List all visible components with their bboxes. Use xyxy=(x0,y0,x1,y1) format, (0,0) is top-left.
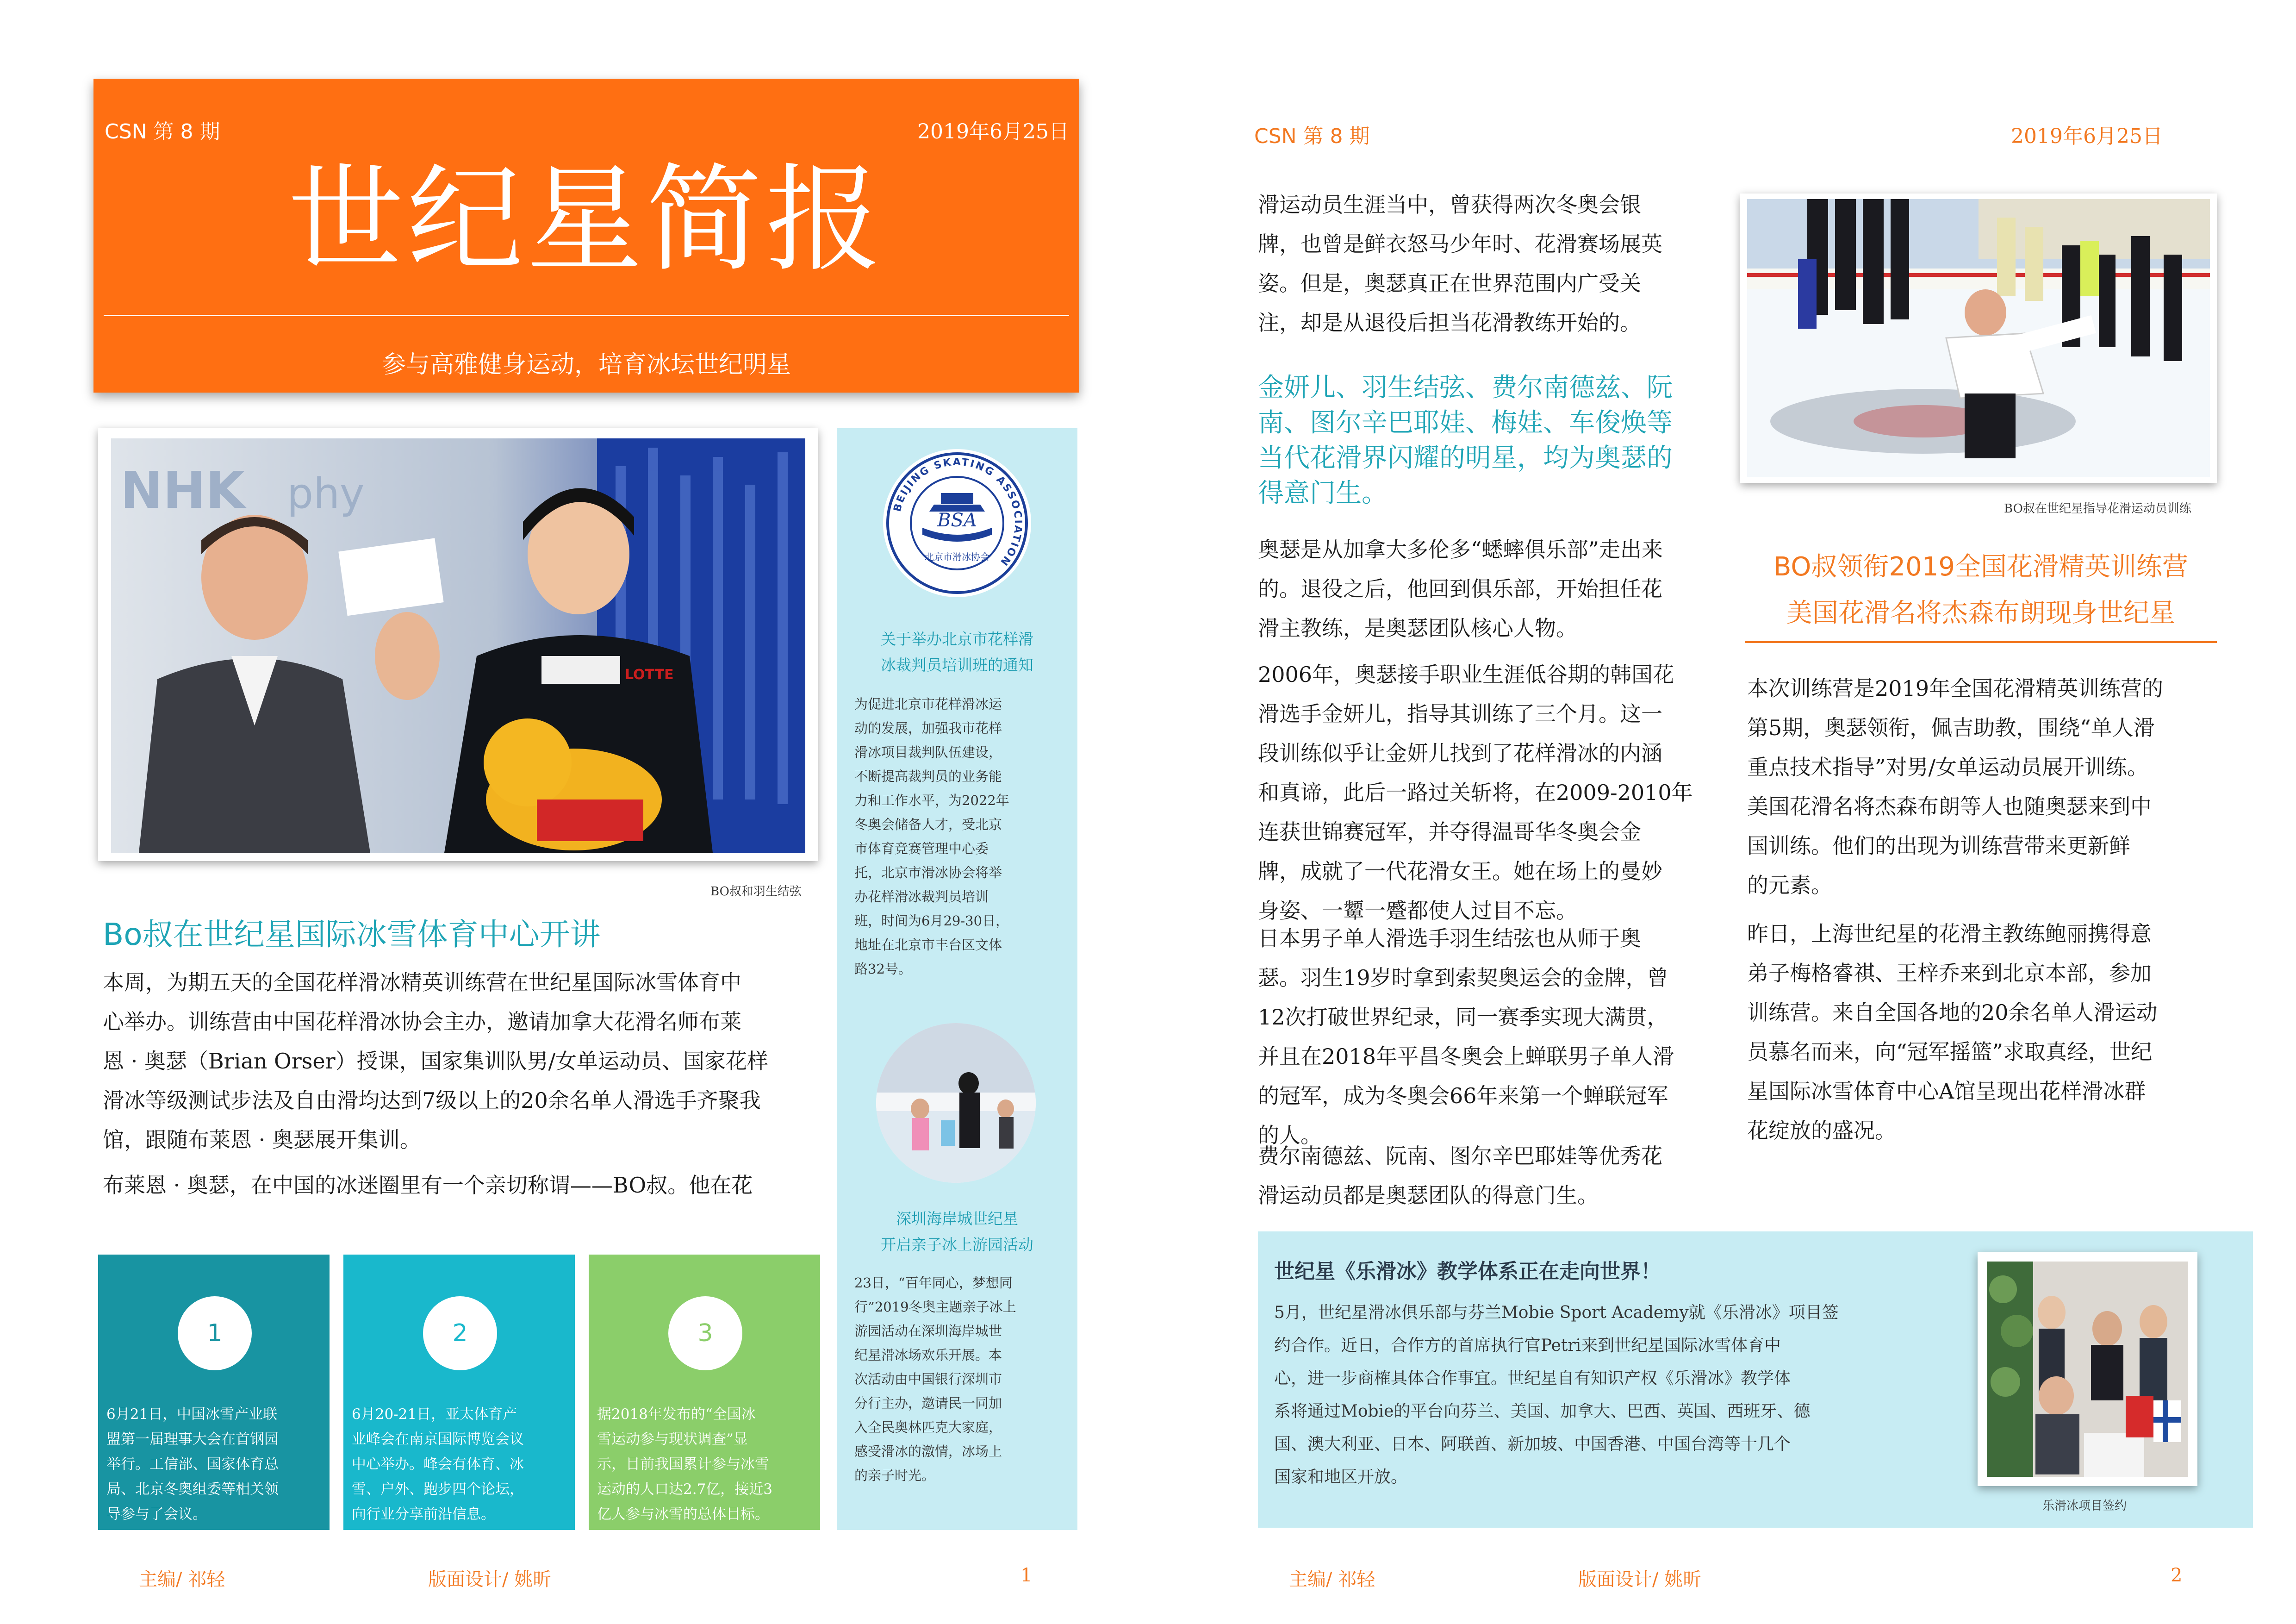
article-heading: Bo叔在世纪星国际冰雪体育中心开讲 xyxy=(103,917,601,952)
text-line: 雪、户外、跑步四个论坛， xyxy=(352,1481,524,1498)
text-line: 亿人参与冰雪的总体目标。 xyxy=(597,1506,769,1523)
text-line: 南、图尔辛巴耶娃、梅娃、车俊焕等 xyxy=(1258,408,1673,438)
text-line: 恩 · 奥瑟（Brian Orser）授课，国家集训队男/女单运动员、国家花样 xyxy=(103,1049,769,1074)
training-photo xyxy=(1747,199,2210,477)
text-line: 分行主办，邀请民一同加 xyxy=(854,1395,1002,1411)
text-line: 牌，成就了一代花滑女王。她在场上的曼妙 xyxy=(1258,859,1662,884)
svg-text:phy: phy xyxy=(287,469,365,518)
text-line: 动的发展，加强我市花样 xyxy=(854,720,1002,736)
numbered-box-text xyxy=(597,1402,812,1527)
training-photo-frame xyxy=(1740,194,2217,483)
text-line: 美国花滑名将杰森布朗等人也随奥瑟来到中 xyxy=(1747,794,2152,819)
text-line: 市体育竞赛管理中心委 xyxy=(854,841,989,856)
text-line: 滑运动员都是奥瑟团队的得意门生。 xyxy=(1258,1183,1599,1208)
footer-editor-p2: 主编/ 祁轻 xyxy=(1289,1569,1375,1590)
text-line: 本周，为期五天的全国花样滑冰精英训练营在世纪星国际冰雪体育中 xyxy=(103,970,741,995)
article-heading-2 xyxy=(1745,544,2217,637)
text-line: 举行。工信部、国家体育总 xyxy=(106,1456,279,1473)
text-line: 5月，世纪星滑冰俱乐部与芬兰Mobie Sport Academy就《乐滑冰》项目签 xyxy=(1274,1303,1839,1322)
text-line: 昨日，上海世纪星的花滑主教练鲍丽携得意 xyxy=(1747,921,2152,946)
ice-rink-photo xyxy=(876,1023,1036,1183)
text-line: 美国花滑名将杰森布朗现身世纪星 xyxy=(1786,598,2175,628)
text-line: 的元素。 xyxy=(1747,873,1832,898)
text-line: 6月20-21日，亚太体育产 xyxy=(352,1406,517,1423)
event-body xyxy=(854,1271,1067,1487)
text-line: 据2018年发布的“全国冰 xyxy=(597,1406,756,1423)
text-line: 并且在2018年平昌冬奥会上蝉联男子单人滑 xyxy=(1258,1044,1674,1069)
bsa-logo xyxy=(881,447,1033,600)
text-line: 得意门生。 xyxy=(1258,478,1388,508)
text-line: 行”2019冬奥主题亲子冰上 xyxy=(854,1299,1016,1315)
text-line: 入全民奥林匹克大家庭， xyxy=(854,1419,1002,1435)
text-line: 的冠军，成为冬奥会66年来第一个蝉联冠军 xyxy=(1258,1083,1668,1108)
text-line: 滑运动员生涯当中，曾获得两次冬奥会银 xyxy=(1258,192,1641,217)
issue-date-p2: 2019年6月25日 xyxy=(2011,125,2163,148)
numbered-box-1 xyxy=(98,1255,330,1530)
text-line: 身姿、一颦一蹙都使人过目不忘。 xyxy=(1258,898,1577,923)
text-line: 约合作。近日，合作方的首席执行官Petri来到世纪星国际冰雪体育中 xyxy=(1274,1336,1781,1355)
text-line: 滑冰项目裁判队伍建设， xyxy=(854,744,1002,760)
signing-photo-caption: 乐滑冰项目签约 xyxy=(2042,1499,2127,1513)
article-body-1 xyxy=(103,963,825,1160)
text-line: 关于举办北京市花样滑 xyxy=(881,630,1033,648)
text-line: 6月21日，中国冰雪产业联 xyxy=(106,1406,278,1423)
svg-text:LOTTE: LOTTE xyxy=(625,667,674,683)
text-line: 纪星滑冰场欢乐开展。本 xyxy=(854,1347,1002,1363)
footer-editor: 主编/ 祁轻 xyxy=(139,1569,225,1590)
p2-para-4 xyxy=(1258,919,1721,1155)
masthead xyxy=(93,79,1079,393)
p2-para-3 xyxy=(1258,655,1721,931)
text-line: 训练营。来自全国各地的20余名单人滑运动 xyxy=(1747,1000,2158,1025)
text-line: 国训练。他们的出现为训练营带来更新鲜 xyxy=(1747,833,2130,858)
text-line: 心举办。训练营由中国花样滑冰协会主办，邀请加拿大花滑名师布莱 xyxy=(103,1009,741,1034)
main-photo-caption: BO叔和羽生结弦 xyxy=(710,885,802,899)
text-line: 系将通过Mobie的平台向芬兰、美国、加拿大、巴西、英国、西班牙、德 xyxy=(1274,1402,1811,1421)
text-line: 示，目前我国累计参与冰雪 xyxy=(597,1456,769,1473)
issue-number-p2: CSN 第 8 期 xyxy=(1254,125,1370,148)
text-line: BO叔领衔2019全国花滑精英训练营 xyxy=(1773,552,2189,582)
text-line: 国家和地区开放。 xyxy=(1274,1468,1408,1487)
text-line: 盟第一届理事大会在首钢园 xyxy=(106,1431,279,1448)
p2-para-2 xyxy=(1258,530,1721,648)
text-line: 雪运动参与现状调查”显 xyxy=(597,1431,748,1448)
text-line: 地址在北京市丰台区文体 xyxy=(854,937,1002,953)
numbered-box-2 xyxy=(343,1255,575,1530)
text-line: 导参与了会议。 xyxy=(106,1506,207,1523)
text-line: 姿。但是，奥瑟真正在世界范围内广受关 xyxy=(1258,271,1641,296)
text-line: 段训练似乎让金妍儿找到了花样滑冰的内涵 xyxy=(1258,741,1662,766)
text-line: 感受滑冰的激情，冰场上 xyxy=(854,1443,1002,1459)
p2-para-5 xyxy=(1258,1137,1721,1215)
p2-para-1 xyxy=(1258,185,1721,343)
text-line: 花绽放的盛况。 xyxy=(1747,1118,1896,1143)
text-line: 23日，“百年同心，梦想同 xyxy=(854,1275,1013,1291)
newsletter-subtitle: 参与高雅健身运动，培育冰坛世纪明星 xyxy=(381,351,791,379)
text-line: 弟子梅格睿祺、王梓乔来到北京本部，参加 xyxy=(1747,961,2152,986)
text-line: 滑主教练，是奥瑟团队核心人物。 xyxy=(1258,616,1577,641)
text-line: 的亲子时光。 xyxy=(854,1468,935,1483)
footer-design: 版面设计/ 姚昕 xyxy=(428,1569,552,1590)
signing-photo xyxy=(1987,1262,2188,1477)
pull-quote xyxy=(1258,370,1721,511)
masthead-divider xyxy=(104,315,1069,316)
signing-photo-frame xyxy=(1978,1252,2197,1486)
p2-col2-para-2 xyxy=(1747,914,2215,1150)
text-line: 费尔南德兹、阮南、图尔辛巴耶娃等优秀花 xyxy=(1258,1143,1662,1168)
text-line: 深圳海岸城世纪星 xyxy=(896,1210,1018,1228)
text-line: 滑选手金妍儿，指导其训练了三个月。这一 xyxy=(1258,701,1662,726)
text-line: 员慕名而来，向“冠军摇篮”求取真经，世纪 xyxy=(1747,1039,2153,1064)
info-box-text xyxy=(1274,1296,1968,1493)
text-line: 局、北京冬奥组委等相关领 xyxy=(106,1481,279,1498)
page-number: 1 xyxy=(1020,1565,1033,1586)
text-line: 力和工作水平，为2022年 xyxy=(854,793,1009,808)
main-photo-frame xyxy=(98,428,818,861)
text-line: 游园活动在深圳海岸城世 xyxy=(854,1323,1002,1339)
page-number-p2: 2 xyxy=(2171,1565,2183,1586)
info-box xyxy=(1258,1231,2253,1528)
text-line: 开启亲子冰上游园活动 xyxy=(881,1236,1033,1254)
text-line: 运动的人口达2.7亿，接近3 xyxy=(597,1481,773,1498)
text-line: 次活动由中国银行深圳市 xyxy=(854,1371,1002,1387)
text-line: 国、澳大利亚、日本、阿联酋、新加坡、中国香港、中国台湾等十几个 xyxy=(1274,1435,1791,1454)
text-line: 业峰会在南京国际博览会议 xyxy=(352,1431,524,1448)
newsletter-title: 世纪星简报 xyxy=(288,152,885,287)
article-body-2: 布莱恩 · 奥瑟，在中国的冰迷圈里有一个亲切称谓——BO叔。他在花 xyxy=(103,1173,753,1198)
numbered-box-text xyxy=(106,1402,321,1527)
text-line: 连获世锦赛冠军，并夺得温哥华冬奥会金 xyxy=(1258,819,1641,844)
text-line: 金妍儿、羽生结弦、费尔南德兹、阮 xyxy=(1258,373,1673,403)
main-photo xyxy=(111,438,805,853)
issue-number: CSN 第 8 期 xyxy=(105,120,220,144)
svg-text:NHK: NHK xyxy=(120,461,245,520)
text-line: 第5期，奥瑟领衔，佩吉助教，围绕“单人滑 xyxy=(1747,715,2155,740)
heading-underline xyxy=(1745,641,2217,643)
text-line: 中心举办。峰会有体育、冰 xyxy=(352,1456,524,1473)
logo-ring-text: BEIJING SKATING ASSOCIATION xyxy=(891,456,1024,568)
notice-body xyxy=(854,692,1067,981)
text-line: 注，却是从退役后担当花滑教练开始的。 xyxy=(1258,310,1641,335)
event-title xyxy=(837,1206,1077,1258)
numbered-box-text xyxy=(352,1402,566,1527)
text-line: 本次训练营是2019年全国花滑精英训练营的 xyxy=(1747,676,2164,701)
training-photo-caption: BO叔在世纪星指导花滑运动员训练 xyxy=(2004,502,2191,516)
text-line: 馆，跟随布莱恩 · 奥瑟展开集训。 xyxy=(103,1127,421,1152)
text-line: 路32号。 xyxy=(854,961,912,977)
text-line: 冰裁判员培训班的通知 xyxy=(881,656,1033,674)
text-line: 班，时间为6月29-30日， xyxy=(854,913,1009,929)
notice-title xyxy=(837,626,1077,678)
text-line: 为促进北京市花样滑冰运 xyxy=(854,696,1002,712)
text-line: 当代花滑界闪耀的明星，均为奥瑟的 xyxy=(1258,443,1673,473)
text-line: 星国际冰雪体育中心A馆呈现出花样滑冰群 xyxy=(1747,1079,2146,1104)
text-line: 心，进一步商榷具体合作事宜。世纪星自有知识产权《乐滑冰》教学体 xyxy=(1274,1369,1791,1388)
text-line: 日本男子单人滑选手羽生结弦也从师于奥 xyxy=(1258,926,1641,951)
numbered-box-3 xyxy=(589,1255,820,1530)
text-line: 12次打破世界纪录，同一赛季实现大满贯， xyxy=(1258,1005,1668,1030)
text-line: 牌，也曾是鲜衣怒马少年时、花滑赛场展英 xyxy=(1258,231,1662,256)
issue-date: 2019年6月25日 xyxy=(917,120,1069,144)
logo-cn-text: 北京市滑冰协会 xyxy=(925,551,989,562)
text-line: 向行业分享前沿信息。 xyxy=(352,1506,495,1523)
number-badge: 1 xyxy=(178,1296,252,1370)
footer-design-p2: 版面设计/ 姚昕 xyxy=(1578,1569,1702,1590)
text-line: 冬奥会储备人才，受北京 xyxy=(854,817,1002,832)
text-line: 托，北京市滑冰协会将举 xyxy=(854,865,1002,881)
number-badge: 2 xyxy=(423,1296,497,1370)
text-line: 奥瑟是从加拿大多伦多“蟋蟀俱乐部”走出来 xyxy=(1258,537,1663,562)
p2-col2-para-1 xyxy=(1747,669,2215,905)
text-line: 滑冰等级测试步法及自由滑均达到7级以上的20余名单人滑选手齐聚我 xyxy=(103,1088,761,1113)
text-line: 瑟。羽生19岁时拿到索契奥运会的金牌，曾 xyxy=(1258,965,1668,990)
text-line: 的。退役之后，他回到俱乐部，开始担任花 xyxy=(1258,576,1662,601)
text-line: 2006年，奥瑟接手职业生涯低谷期的韩国花 xyxy=(1258,662,1674,687)
info-box-heading: 世纪星《乐滑冰》教学体系正在走向世界！ xyxy=(1274,1260,1661,1283)
news-sidebar xyxy=(837,428,1077,1530)
text-line: 重点技术指导”对男/女单运动员展开训练。 xyxy=(1747,755,2149,780)
text-line: 的人。 xyxy=(1258,1123,1322,1148)
text-line: 不断提高裁判员的业务能 xyxy=(854,768,1002,784)
text-line: 和真谛，此后一路过关斩将，在2009-2010年 xyxy=(1258,780,1693,805)
number-badge: 3 xyxy=(668,1296,742,1370)
logo-mark: BSA xyxy=(937,510,977,531)
text-line: 办花样滑冰裁判员培训 xyxy=(854,889,989,905)
